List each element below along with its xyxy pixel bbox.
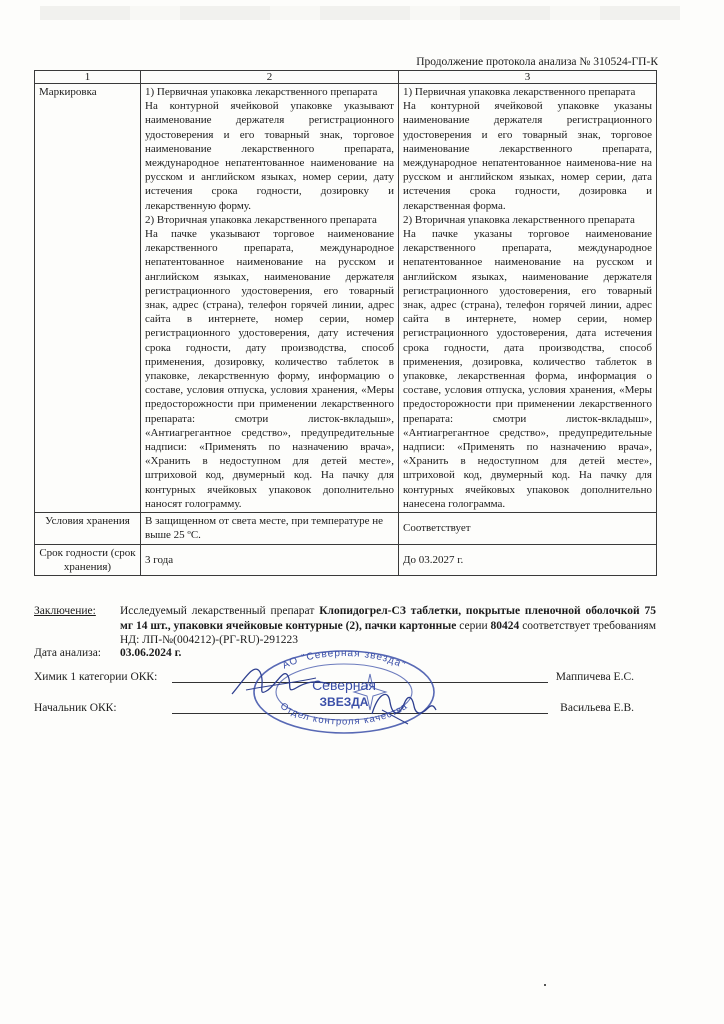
marking-requirement-cell	[141, 84, 399, 513]
stamp-center-line1: Северная	[312, 677, 376, 693]
stamp-bottom-arc-text: Отдел контроля качества	[278, 700, 410, 728]
conclusion-label: Заключение:	[34, 605, 96, 617]
column-number-2: 2	[141, 71, 399, 84]
table-row-storage	[35, 513, 657, 544]
speck	[544, 984, 546, 986]
protocol-continuation-header: Продолжение протокола анализа № 310524-ГП-К	[416, 56, 658, 68]
conclusion-series-number: 80424	[490, 619, 520, 632]
analysis-date-label: Дата анализа:	[34, 647, 101, 659]
stamp-top-arc-text: АО "Северная звезда"	[280, 648, 408, 672]
signature-role-head: Начальник ОКК:	[34, 702, 117, 714]
chemist-signature	[226, 650, 336, 710]
result-primary-heading: 1) Первичная упаковка лекарственного препарата	[403, 86, 636, 98]
protocol-table	[34, 70, 657, 576]
conclusion-tail: соответствует требованиям НД: ЛП-№(004212)-(РГ-RU)-291223	[120, 619, 656, 646]
head-signature	[368, 684, 438, 728]
row-label-shelf-life: Срок годности (срок хранения)	[35, 544, 141, 575]
conclusion-intro: Исследуемый лекарственный препарат	[120, 605, 320, 617]
conclusion-block	[34, 604, 656, 648]
storage-result-cell: Соответствует	[399, 513, 657, 544]
column-number-1: 1	[35, 71, 141, 84]
column-number-3: 3	[399, 71, 657, 84]
row-label-storage: Условия хранения	[35, 513, 141, 544]
shelf-life-result-cell: До 03.2027 г.	[399, 544, 657, 575]
table-row-shelf-life	[35, 544, 657, 575]
storage-requirement-cell: В защищенном от света месте, при температуре не выше 25 ºС.	[141, 513, 399, 544]
signature-role-chemist: Химик 1 категории ОКК:	[34, 671, 158, 683]
signature-name-chemist: Маппичева Е.С.	[555, 671, 634, 683]
table-row-marking	[35, 84, 657, 513]
marking-result-cell	[399, 84, 657, 513]
analysis-date-value: 03.06.2024 г.	[120, 647, 182, 659]
requirement-secondary-heading: 2) Вторичная упаковка лекарственного препарата	[145, 213, 377, 226]
bleed-through-text	[40, 6, 680, 20]
analysis-date-row	[34, 647, 182, 659]
result-secondary-heading: 2) Вторичная упаковка лекарственного препарата	[403, 213, 635, 226]
conclusion-series-label: серии	[456, 619, 491, 632]
result-primary-text: На контурной ячейковой упаковке указаны наименование держателя регистрационного удостоверения и его товарный знак, торговое наименование лекарственного препарата, международное непатентованное наименова-ние на русском и английском языках, номер серии, дата истечения срока годности, дозировка и лекарственная форма.	[403, 100, 652, 212]
signature-name-head: Васильева Е.В.	[560, 702, 634, 714]
requirement-secondary-text: На пачке указывают торговое наименование лекарственного препарата, международное непатентованное наименование на русском и английском языках, наименование держателя регистрационного удостоверения, его товарный знак, адрес (страна), телефон горячей линии, адрес сайта в интернете, номер серии, номер регистрационного удостоверения, дату истечения срока годности, дату производства, способ применения, дозировку, количество таблеток в упаковке, лекарственную форму, информацию о составе, условия отпуска, условия хранения, «Меры предосторожности при применении лекарственного препарата: смотри листок-вкладыш», «Антиагрегантное средство», предупредительные надписи: «Применять по назначению врача», «Хранить в недоступном для детей месте», штриховой код, двумерный код. На пачку для контурных ячейковых упаковок дополнительно наносят голограмму.	[145, 228, 394, 510]
conclusion-product: Клопидогрел-СЗ таблетки, покрытые пленочной оболочкой 75 мг 14 шт., упаковки ячейковые контурные (2), пачки картонные	[120, 605, 656, 632]
conclusion-text	[120, 604, 656, 648]
result-secondary-text: На пачке указаны торговое наименование лекарственного препарата, международное непатентованное наименование на русском и английском языках, наименование держателя регистрационного удостоверения, его товарный знак, адрес (страна), телефон горячей линии, адрес сайта в интернете, номер серии, номер регистрационного удостоверения, дата истечения срока годности, дата производства, способ применения, дозировка, количество таблеток в упаковке, лекарственная форма, информация о составе, условия отпуска, условия хранения, «Меры предосторожности при применении лекарственного препарата: смотри листок-вкладыш», «Антиагрегантное средство», предупредительные надписи: «Применять по назначению врача», «Хранить в недоступном для детей месте», штриховой код, двумерный код. На пачку для контурных ячейковых упаковок дополнительно нанесена голограмма.	[403, 228, 652, 510]
table-header-row	[35, 71, 657, 84]
stamp-center-line2: ЗВЕЗДА	[319, 695, 369, 709]
row-label-marking: Маркировка	[35, 84, 141, 513]
requirement-primary-heading: 1) Первичная упаковка лекарственного препарата	[145, 86, 378, 98]
shelf-life-requirement-cell: 3 года	[141, 544, 399, 575]
requirement-primary-text: На контурной ячейковой упаковке указывают наименование держателя регистрационного удостоверения и его товарный знак, торговое наименование лекарственного препарата, международное непатентованное наименование на русском и английском языках, номер серии, дату истечения срока годности, дозировку и лекарственную форму.	[145, 100, 394, 212]
